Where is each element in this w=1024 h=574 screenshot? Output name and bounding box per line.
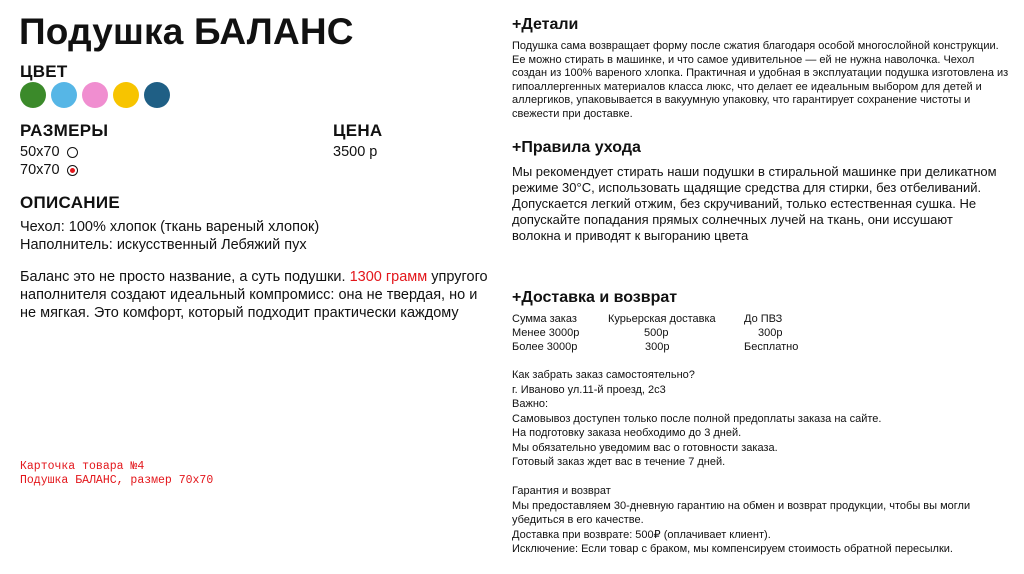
price-value: 3500 р	[333, 144, 378, 160]
description-label: ОПИСАНИЕ	[20, 193, 121, 212]
care-heading[interactable]: +Правила ухода	[512, 139, 641, 156]
details-heading[interactable]: +Детали	[512, 16, 579, 33]
table-header-cell: До ПВЗ	[744, 313, 783, 325]
size-option-70x70[interactable]	[20, 161, 78, 179]
table-header-cell: Курьерская доставка	[608, 313, 716, 325]
table-cell: Бесплатно	[744, 341, 799, 353]
size-option-50x70[interactable]	[20, 143, 78, 161]
pickup-question: Как забрать заказ самостоятельно?	[512, 369, 695, 381]
radio-button[interactable]	[67, 147, 78, 158]
delivery-table	[512, 312, 798, 354]
table-row	[512, 326, 798, 340]
return-line: Исключение: Если товар с браком, мы компенсируем стоимость обратной пересылки.	[512, 543, 953, 555]
cover-material: Чехол: 100% хлопок (ткань вареный хлопок)	[20, 219, 320, 235]
table-cell: Более 3000р	[512, 341, 578, 353]
size-option-label: 50x70	[20, 144, 60, 160]
color-swatch-yellow[interactable]	[113, 82, 139, 108]
details-text: Подушка сама возвращает форму после сжатия благодаря особой многослойной конструкции. Ее можно стирать в машинке, и что самое удивительное — ей не нужна наволочка. Чехол создан из 100% вареного хлопка. Практичная и удобная в эксплуатации подушка изготовлена из гипоаллергенных материалов класса люкс, что делает ее идеальным выбором для детей и аллергиков, упаковывается в вакуумную упаковку, что гарантирует сохранение чистоты и свежести при доставке.	[512, 40, 1009, 120]
important-line: На подготовку заказа необходимо до 3 дней.	[512, 427, 742, 439]
color-label: ЦВЕТ	[20, 62, 68, 81]
return-line: Доставка при возврате: 500₽ (оплачивает клиент).	[512, 528, 771, 541]
care-text: Мы рекомендует стирать наши подушки в стиральной машинке при деликатном режиме 30°C, использовать щадящие средства для стирки, без отбеливаний. Допускается легкий отжим, без скручиваний, только естественная сушка. Не допускайте попадания прямых солнечных лучей на ткань, они иссушают волокна и приводят к выгоранию цвета	[512, 164, 997, 243]
sizes-label: РАЗМЕРЫ	[20, 121, 109, 140]
color-swatches	[20, 82, 170, 108]
return-line: Мы предоставляем 30-дневную гарантию на обмен и возврат продукции, чтобы вы могли убедиться в его качестве.	[512, 499, 971, 526]
pickup-info	[512, 368, 1017, 470]
radio-button[interactable]	[67, 165, 78, 176]
filling-material: Наполнитель: искусственный Лебяжий пух	[20, 237, 307, 253]
description-text: Баланс это не просто название, а суть подушки.	[20, 269, 346, 285]
important-line: Самовывоз доступен только после полной предоплаты заказа на сайте.	[512, 412, 882, 425]
important-label: Важно:	[512, 398, 549, 410]
delivery-heading[interactable]: +Доставка и возврат	[512, 289, 678, 306]
size-option-label: 70x70	[20, 162, 60, 178]
color-swatch-green[interactable]	[20, 82, 46, 108]
return-label: Гарантия и возврат	[512, 485, 611, 497]
table-cell: 500р	[644, 327, 669, 339]
price-label: ЦЕНА	[333, 121, 383, 140]
product-description	[20, 268, 490, 322]
color-swatch-light-blue[interactable]	[51, 82, 77, 108]
product-title: Подушка БАЛАНС	[19, 11, 354, 52]
color-swatch-pink[interactable]	[82, 82, 108, 108]
table-cell: 300р	[758, 327, 783, 339]
color-swatch-dark-blue[interactable]	[144, 82, 170, 108]
weight-highlight: 1300 грамм	[349, 269, 428, 285]
important-line: Готовый заказ ждет вас в течение 7 дней.	[512, 456, 726, 468]
table-row	[512, 340, 798, 354]
table-header-cell: Сумма заказ	[512, 313, 577, 325]
card-note-line-1: Карточка товара №4	[20, 460, 145, 473]
important-line: Мы обязательно уведомим вас о готовности заказа.	[512, 441, 778, 454]
table-header-row	[512, 312, 798, 326]
card-note-line-2: Подушка БАЛАНС, размер 70х70	[20, 474, 214, 487]
table-cell: 300р	[645, 341, 670, 353]
return-info	[512, 484, 1012, 557]
description-text-continued: упругого наполнителя создают идеальный компромисс: она не твердая, но и не мягкая. Это комфорт, который подходит практически каждому	[20, 269, 488, 321]
table-cell: Менее 3000р	[512, 327, 580, 339]
pickup-address: г. Иваново ул.11-й проезд, 2с3	[512, 383, 666, 396]
